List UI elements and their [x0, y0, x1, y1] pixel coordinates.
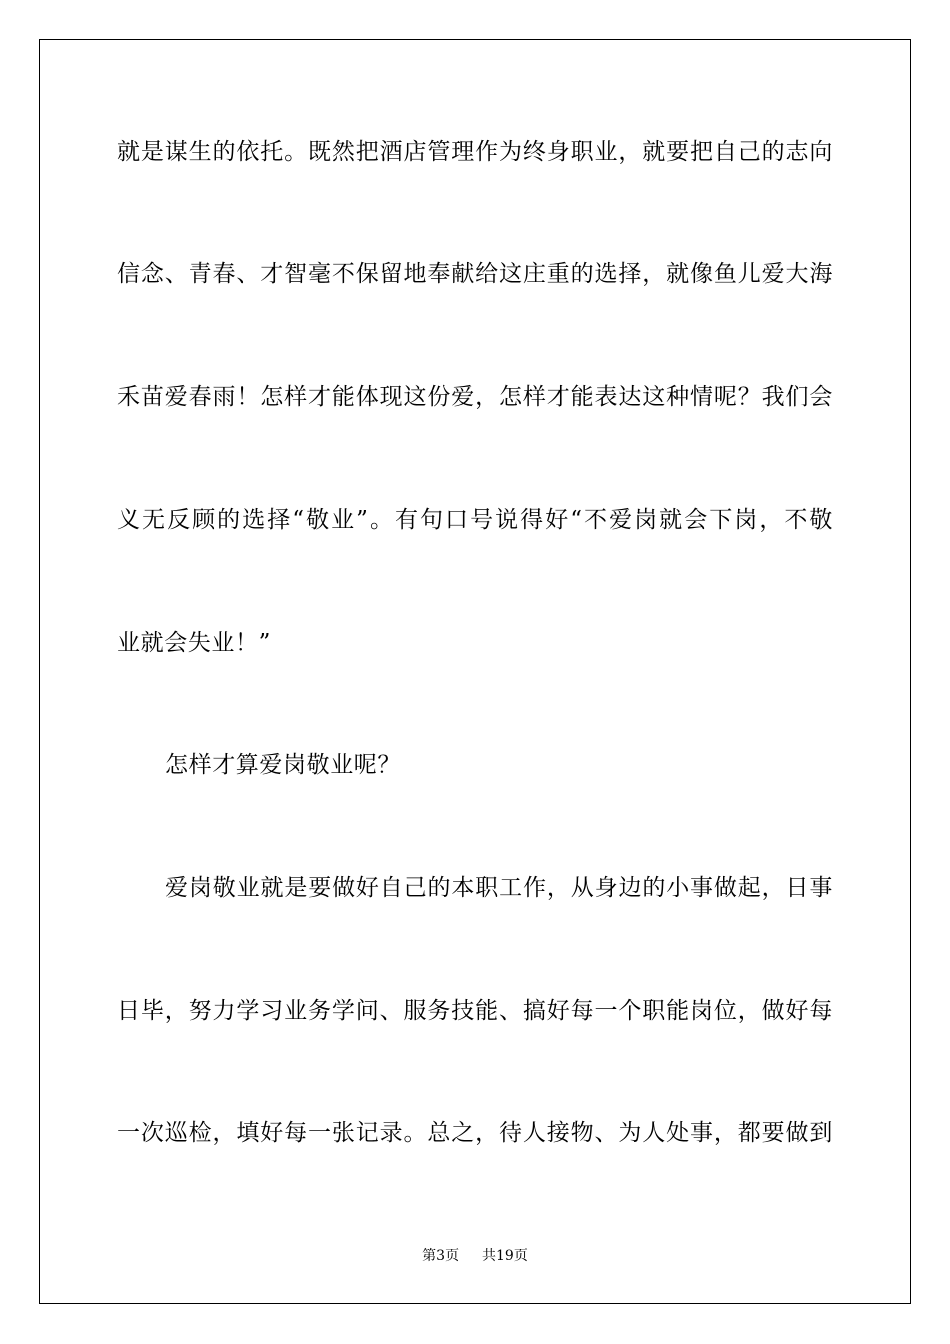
page-footer — [0, 1247, 950, 1265]
total-pages: 共19页 — [482, 1248, 528, 1264]
body-line-8: 日毕，努力学习业务学问、服务技能、搞好每一个职能岗位，做好每 — [117, 998, 833, 1024]
page-number: 第3页 — [422, 1248, 460, 1264]
page-border — [39, 39, 911, 1304]
body-line-4: 义无反顾的选择“敬业”。有句口号说得好“不爱岗就会下岗，不敬 — [117, 507, 833, 533]
body-line-3: 禾苗爱春雨！怎样才能体现这份爱，怎样才能表达这种情呢？我们会 — [117, 384, 833, 410]
body-line-1: 就是谋生的依托。既然把酒店管理作为终身职业，就要把自己的志向 — [117, 139, 833, 165]
body-line-6-question: 怎样才算爱岗敬业呢？ — [165, 752, 401, 778]
body-line-7: 爱岗敬业就是要做好自己的本职工作，从身边的小事做起，日事 — [165, 875, 833, 901]
body-line-5: 业就会失业！” — [117, 630, 271, 656]
body-line-9: 一次巡检，填好每一张记录。总之，待人接物、为人处事，都要做到 — [117, 1120, 833, 1146]
body-line-2: 信念、青春、才智毫不保留地奉献给这庄重的选择，就像鱼儿爱大海 — [117, 261, 833, 287]
